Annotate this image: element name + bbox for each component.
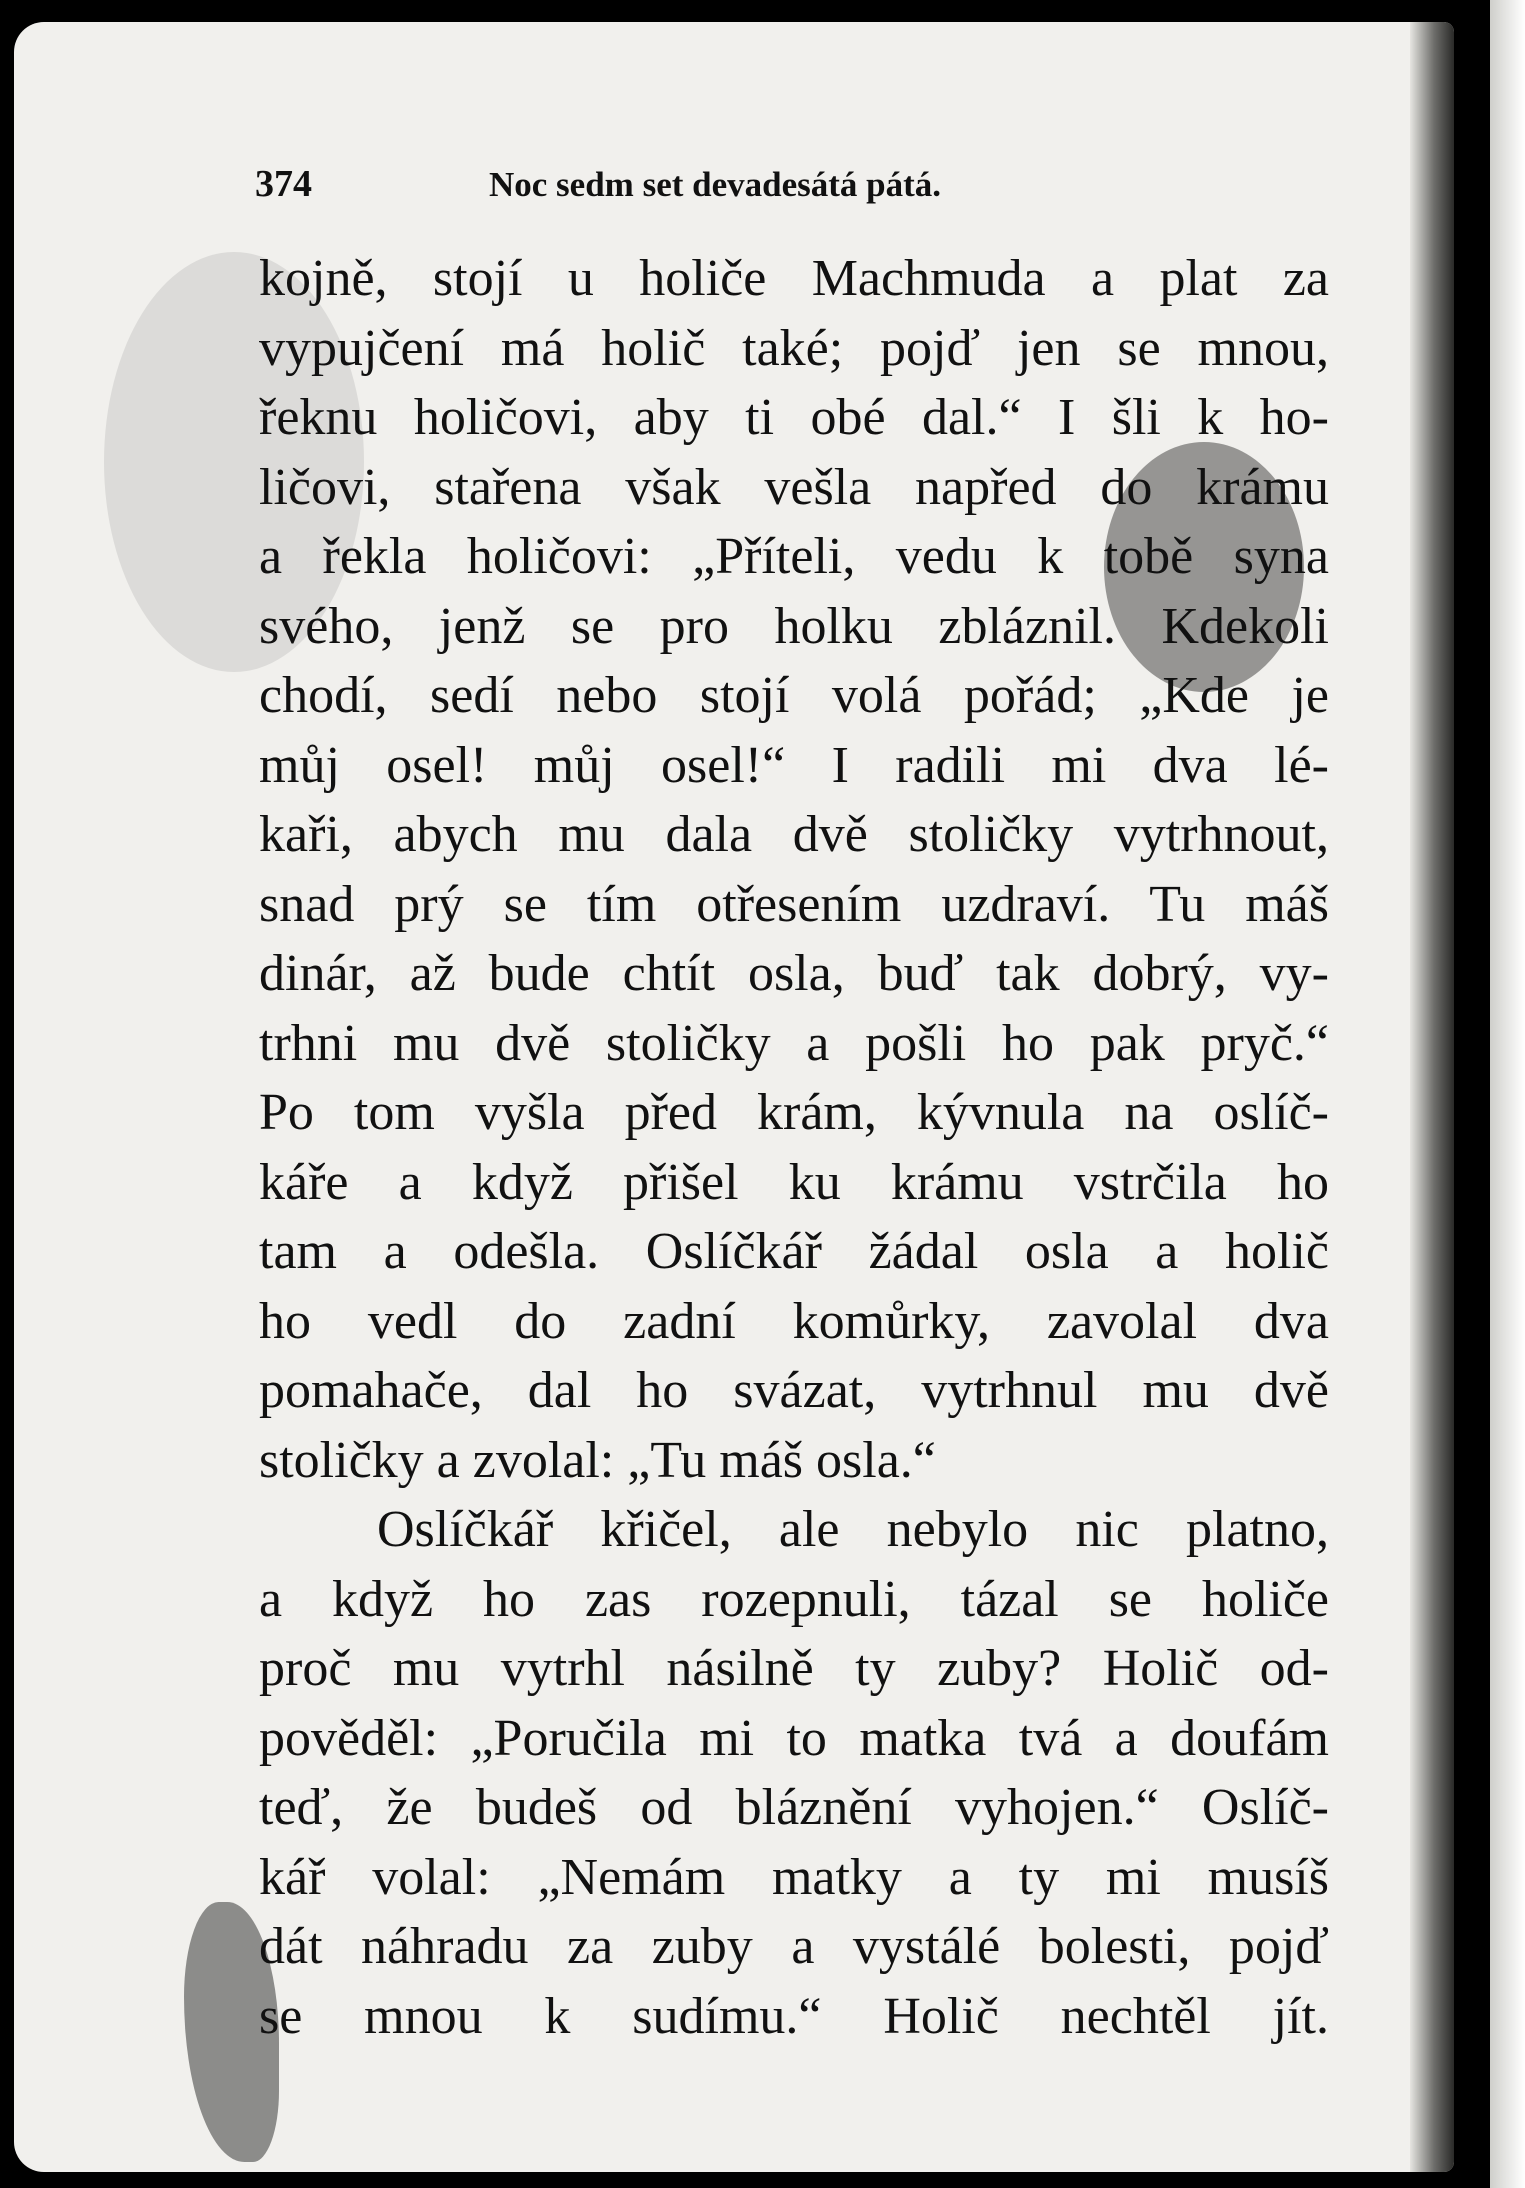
text-line: ho vedl do zadní komůrky, zavolal dva — [259, 1292, 1329, 1350]
text-line: pověděl: „Poručila mi to matka tvá a doufám — [259, 1709, 1329, 1767]
text-line: tam a odešla. Oslíčkář žádal osla a holič — [259, 1223, 1329, 1280]
text-line: kaři, abych mu dala dvě stoličky vytrhnout, — [259, 806, 1329, 863]
text-line: a když ho zas rozepnuli, tázal se holiče — [259, 1570, 1329, 1628]
text-line: můj osel! můj osel!“ I radili mi dva lé- — [259, 736, 1329, 794]
page-header — [239, 162, 1354, 212]
text-line: dát náhradu za zuby a vystálé bolesti, pojď — [259, 1918, 1329, 1975]
text-line: pomahače, dal ho svázat, vytrhnul mu dvě — [259, 1362, 1329, 1419]
running-title: Noc sedm set devadesátá pátá. — [489, 165, 942, 204]
text-line: a řekla holičovi: „Příteli, vedu k tobě syna — [259, 528, 1329, 585]
text-line: proč mu vytrhl násilně ty zuby? Holič od- — [259, 1640, 1329, 1697]
text-line: stoličky a zvolal: „Tu máš osla.“ — [259, 1431, 936, 1489]
text-line: vypujčení má holič také; pojď jen se mnou, — [259, 319, 1329, 377]
page-number: 374 — [255, 163, 312, 205]
text-line: svého, jenž se pro holku zbláznil. Kdekoli — [259, 597, 1329, 655]
text-line: se mnou k sudímu.“ Holič nechtěl jít. — [259, 1987, 1329, 2045]
page-fold-shadow — [1410, 22, 1454, 2172]
text-line: teď, že budeš od bláznění vyhojen.“ Oslíč- — [259, 1779, 1329, 1836]
text-line: ličovi, stařena však vešla napřed do krámu — [259, 458, 1329, 516]
text-line: kář volal: „Nemám matky a ty mi musíš — [259, 1848, 1329, 1906]
text-line: trhni mu dvě stoličky a pošli ho pak pryč.“ — [259, 1014, 1329, 1072]
text-line: dinár, až bude chtít osla, buď tak dobrý, vy- — [259, 945, 1329, 1002]
text-line: řeknu holičovi, aby ti obé dal.“ I šli k ho- — [259, 389, 1329, 446]
text-line: chodí, sedí nebo stojí volá pořád; „Kde je — [259, 667, 1329, 724]
text-line: snad prý se tím otřesením uzdraví. Tu máš — [259, 875, 1329, 933]
body-text — [259, 244, 1329, 2051]
text-line: Oslíčkář křičel, ale nebylo nic platno, — [377, 1501, 1329, 1558]
book-page — [14, 22, 1454, 2172]
text-line: káře a když přišel ku krámu vstrčila ho — [259, 1153, 1329, 1211]
text-line: Po tom vyšla před krám, kývnula na oslíč- — [259, 1084, 1329, 1141]
text-line: kojně, stojí u holiče Machmuda a plat za — [259, 250, 1329, 307]
facing-page-edge — [1490, 0, 1525, 2188]
